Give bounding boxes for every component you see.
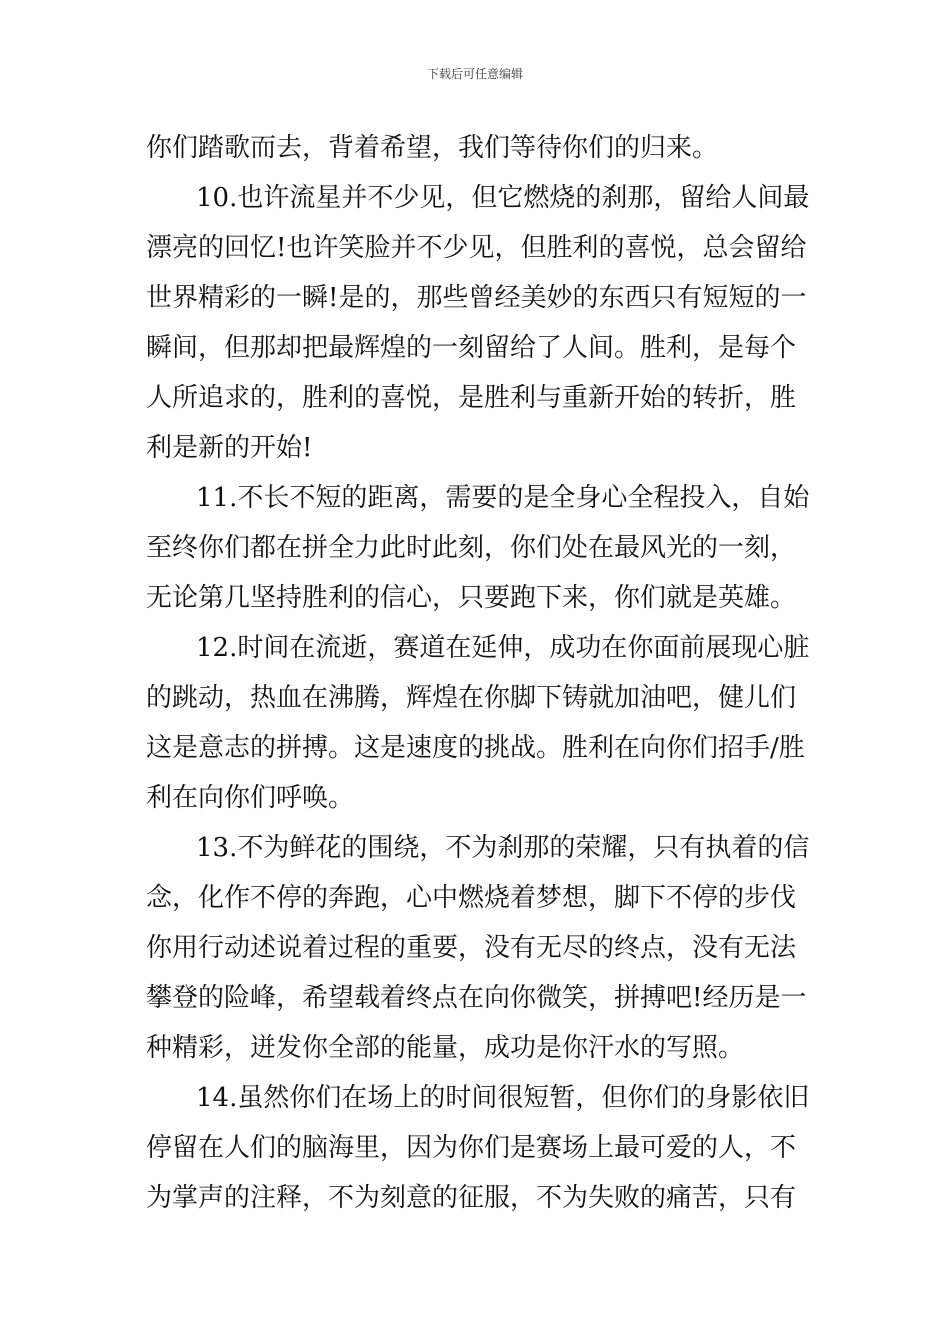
paragraph-line: 14.虽然你们在场上的时间很短暂，但你们的身影依旧: [196, 1083, 810, 1113]
paragraph-line: 瞬间，但那却把最辉煌的一刻留给了人间。胜利，是每个: [146, 333, 797, 363]
page-header: 下载后可任意编辑: [426, 67, 523, 81]
paragraph-line: 停留在人们的脑海里，因为你们是赛场上最可爱的人，不: [146, 1133, 797, 1163]
paragraph-line: 10.也许流星并不少见，但它燃烧的刹那，留给人间最: [196, 183, 810, 213]
paragraph-line: 漂亮的回忆!也许笑脸并不少见，但胜利的喜悦，总会留给: [146, 233, 807, 263]
paragraph-line: 攀登的险峰，希望载着终点在向你微笑，拼搏吧!经历是一: [146, 983, 807, 1013]
paragraph-line: 你用行动述说着过程的重要，没有无尽的终点，没有无法: [146, 933, 797, 963]
paragraph-line: 利是新的开始!: [146, 433, 313, 463]
paragraph-line: 至终你们都在拼全力此时此刻，你们处在最风光的一刻，: [146, 533, 797, 563]
paragraph-line: 念，化作不停的奔跑，心中燃烧着梦想，脚下不停的步伐: [146, 883, 797, 913]
paragraph-line: 利在向你们呼唤。: [146, 783, 355, 813]
paragraph-line: 你们踏歌而去，背着希望，我们等待你们的归来。: [146, 133, 719, 163]
paragraph-line: 人所追求的，胜利的喜悦，是胜利与重新开始的转折，胜: [146, 383, 797, 413]
paragraph-line: 世界精彩的一瞬!是的，那些曾经美妙的东西只有短短的一: [146, 283, 807, 313]
paragraph-line: 13.不为鲜花的围绕，不为刹那的荣耀，只有执着的信: [196, 833, 810, 863]
paragraph-line: 无论第几坚持胜利的信心，只要跑下来，你们就是英雄。: [146, 583, 797, 613]
paragraph-line: 种精彩，迸发你全部的能量，成功是你汗水的写照。: [146, 1033, 745, 1063]
paragraph-line: 12.时间在流逝，赛道在延伸，成功在你面前展现心脏: [196, 633, 810, 663]
paragraph-line: 为掌声的注释，不为刻意的征服，不为失败的痛苦，只有: [146, 1183, 797, 1213]
paragraph-line: 11.不长不短的距离，需要的是全身心全程投入，自始: [196, 483, 810, 513]
paragraph-line: 这是意志的拼搏。这是速度的挑战。胜利在向你们招手/胜: [146, 733, 805, 763]
paragraph-line: 的跳动，热血在沸腾，辉煌在你脚下铸就加油吧，健儿们: [146, 683, 797, 713]
